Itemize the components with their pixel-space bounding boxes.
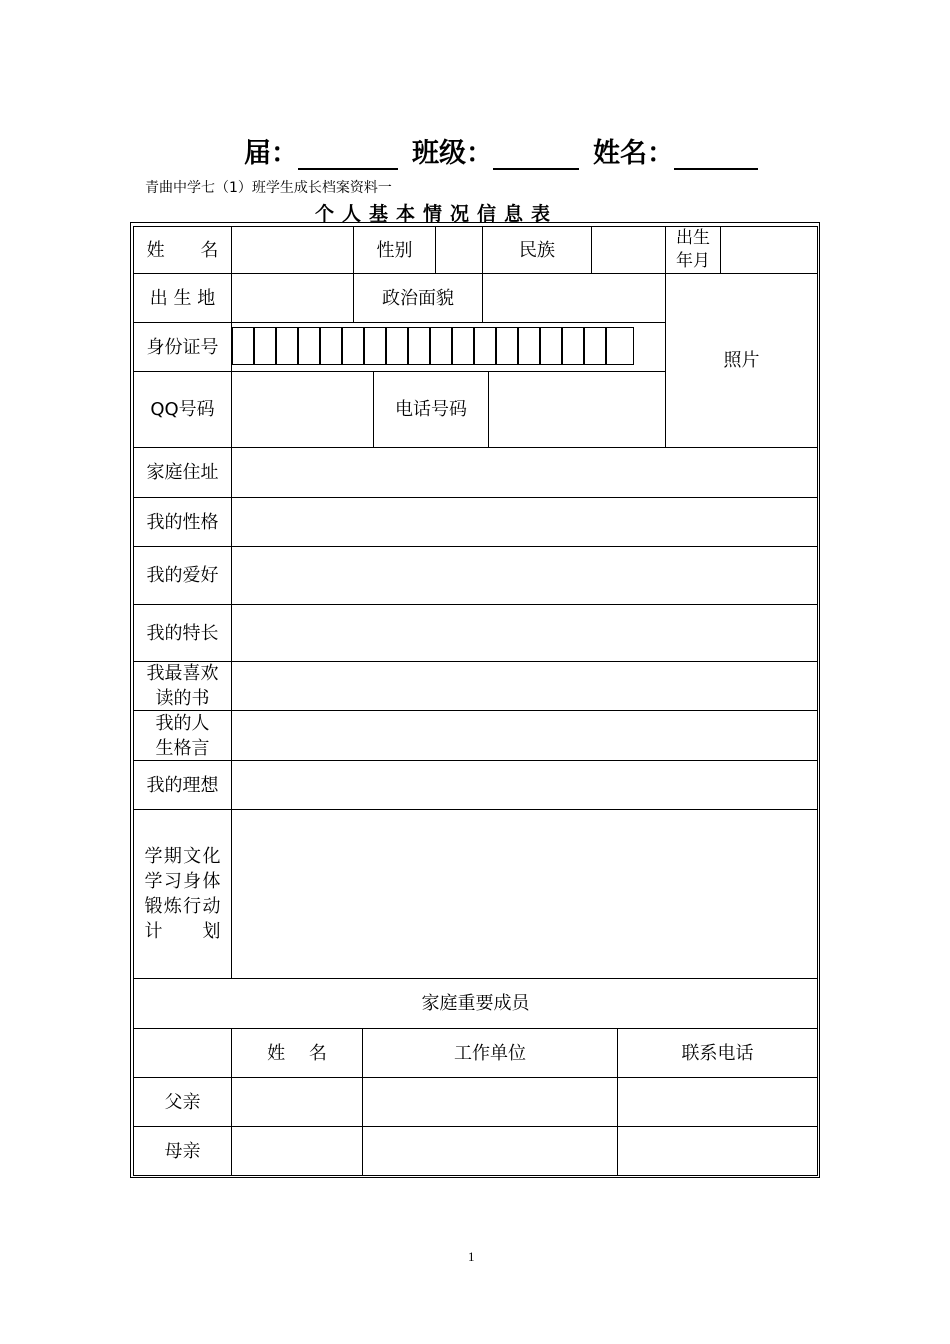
label-qq: QQ号码 xyxy=(150,399,215,420)
family-row-mother: 母亲 xyxy=(164,1140,201,1162)
father-name-input[interactable] xyxy=(232,1078,362,1126)
hobby-input[interactable] xyxy=(232,547,817,604)
label-name: 姓 名 xyxy=(146,239,219,261)
ethnicity-input[interactable] xyxy=(592,227,665,273)
class-blank[interactable] xyxy=(493,138,579,170)
label-ethnicity: 民族 xyxy=(519,239,555,261)
address-input[interactable] xyxy=(232,448,817,497)
name-label: 姓名： xyxy=(593,138,674,169)
family-section-title: 家庭重要成员 xyxy=(421,993,530,1014)
label-photo: 照片 xyxy=(723,350,760,371)
session-label: 届： xyxy=(244,138,298,169)
label-plan: 学期文化学习身体锻炼行动计 划 xyxy=(144,846,221,942)
motto-input[interactable] xyxy=(232,711,817,760)
birth-input[interactable] xyxy=(721,227,817,273)
plan-input[interactable] xyxy=(232,810,817,978)
label-political: 政治面貌 xyxy=(382,287,454,309)
label-birth: 出生年月 xyxy=(676,228,710,271)
mother-phone-input[interactable] xyxy=(618,1127,817,1175)
label-id-number: 身份证号 xyxy=(146,336,219,358)
session-blank[interactable] xyxy=(298,138,398,170)
family-col-name: 姓 名 xyxy=(267,1042,327,1064)
name-blank[interactable] xyxy=(674,138,758,170)
header-line xyxy=(244,130,758,170)
document-title: 个人基本情况信息表 xyxy=(315,203,559,225)
label-address: 家庭住址 xyxy=(146,462,219,483)
birthplace-input[interactable] xyxy=(232,274,353,322)
ideal-input[interactable] xyxy=(232,761,817,809)
label-ideal: 我的理想 xyxy=(146,774,219,796)
label-specialty: 我的特长 xyxy=(146,622,219,644)
mother-work-input[interactable] xyxy=(363,1127,617,1175)
class-label: 班级： xyxy=(412,138,493,169)
family-col-work: 工作单位 xyxy=(454,1042,526,1064)
page-number: 1 xyxy=(468,1249,475,1264)
label-hobby: 我的爱好 xyxy=(146,565,219,586)
phone-input[interactable] xyxy=(489,372,665,447)
name-input[interactable] xyxy=(232,227,353,273)
label-favorite-book: 我最喜欢读的书 xyxy=(146,663,219,709)
personality-input[interactable] xyxy=(232,498,817,546)
label-personality: 我的性格 xyxy=(146,511,219,533)
label-phone: 电话号码 xyxy=(395,399,467,420)
specialty-input[interactable] xyxy=(232,605,817,661)
document-subtitle: 青曲中学七（1）班学生成长档案资料一 xyxy=(145,180,392,196)
label-birthplace: 出 生 地 xyxy=(149,287,216,309)
family-row-father: 父亲 xyxy=(164,1091,201,1113)
favorite-book-input[interactable] xyxy=(232,662,817,710)
father-phone-input[interactable] xyxy=(618,1078,817,1126)
qq-input[interactable] xyxy=(232,372,373,447)
label-motto: 我的人生格言 xyxy=(155,712,210,759)
label-gender: 性别 xyxy=(376,239,413,261)
father-work-input[interactable] xyxy=(363,1078,617,1126)
family-col-phone: 联系电话 xyxy=(681,1042,754,1064)
political-input[interactable] xyxy=(483,274,665,322)
gender-input[interactable] xyxy=(436,227,482,273)
mother-name-input[interactable] xyxy=(232,1127,362,1175)
